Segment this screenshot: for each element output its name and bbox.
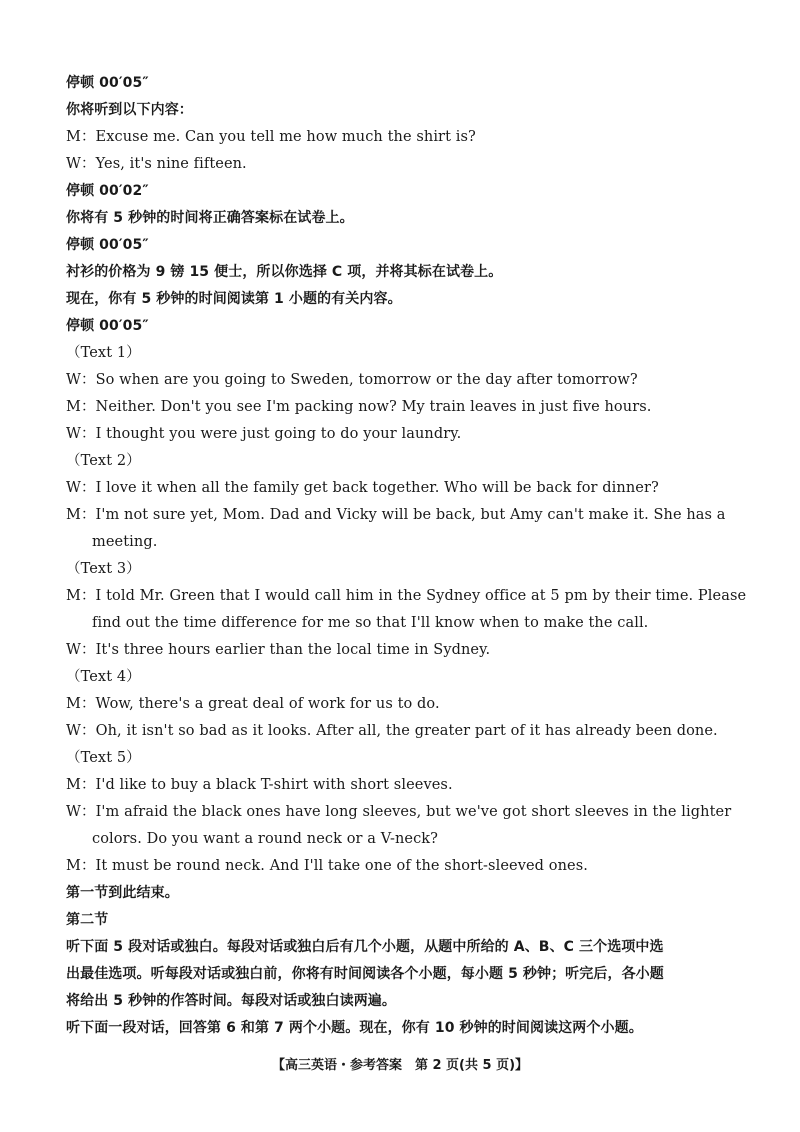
transcript-line: M：Excuse me. Can you tell me how much the shirt is? (66, 129, 476, 145)
transcript-line: W：Oh, it isn't so bad as it looks. After all, the greater part of it has already been done. (66, 723, 718, 739)
transcript-line: W：Yes, it's nine fifteen. (66, 156, 247, 172)
transcript-line: M：I'd like to buy a black T-shirt with short sleeves. (66, 777, 453, 793)
transcript-line: W：So when are you going to Sweden, tomorrow or the day after tomorrow? (66, 372, 638, 388)
page-footer: 【高三英语・参考答案 第 2 页(共 5 页)】 (271, 1058, 529, 1073)
transcript-body (66, 70, 746, 1042)
transcript-line: 停顿 00′02″ (66, 183, 149, 199)
transcript-line: 听下面一段对话，回答第 6 和第 7 两个小题。现在，你有 10 秒钟的时间阅读这两个小题。 (66, 1020, 643, 1036)
transcript-line: 出最佳选项。听每段对话或独白前，你将有时间阅读各个小题，每小题 5 秒钟；听完后，各小题 (66, 966, 664, 982)
transcript-line: W：I'm afraid the black ones have long sleeves, but we've got short sleeves in the lighter (66, 804, 732, 820)
transcript-line: find out the time difference for me so that I'll know when to make the call. (92, 615, 649, 631)
transcript-line: M：Wow, there's a great deal of work for us to do. (66, 696, 440, 712)
transcript-line: M：It must be round neck. And I'll take one of the short-sleeved ones. (66, 858, 588, 874)
transcript-line: 将给出 5 秒钟的作答时间。每段对话或独白读两遍。 (66, 993, 396, 1009)
transcript-line: （Text 4） (66, 669, 141, 685)
transcript-line: 停顿 00′05″ (66, 75, 149, 91)
transcript-line: 你将有 5 秒钟的时间将正确答案标在试卷上。 (66, 210, 354, 226)
transcript-line: meeting. (92, 534, 158, 550)
transcript-line: （Text 5） (66, 750, 141, 766)
transcript-line: （Text 3） (66, 561, 141, 577)
transcript-line: 第一节到此结束。 (66, 885, 179, 901)
transcript-line: W：I love it when all the family get back together. Who will be back for dinner? (66, 480, 659, 496)
transcript-line: M：I told Mr. Green that I would call him in the Sydney office at 5 pm by their time. Please (66, 588, 747, 604)
transcript-line: （Text 2） (66, 453, 141, 469)
transcript-line: 第二节 (66, 912, 109, 928)
transcript-line: 衬衫的价格为 9 镑 15 便士，所以你选择 C 项，并将其标在试卷上。 (66, 264, 503, 280)
transcript-line: W：It's three hours earlier than the local time in Sydney. (66, 642, 491, 658)
transcript-line: 停顿 00′05″ (66, 318, 149, 334)
transcript-line: 听下面 5 段对话或独白。每段对话或独白后有几个小题，从题中所给的 A、B、C 三个选项中选 (66, 939, 664, 955)
transcript-line: M：I'm not sure yet, Mom. Dad and Vicky will be back, but Amy can't make it. She has a (66, 507, 726, 523)
transcript-line: 停顿 00′05″ (66, 237, 149, 253)
transcript-line: 现在，你有 5 秒钟的时间阅读第 1 小题的有关内容。 (66, 291, 402, 307)
transcript-line: 你将听到以下内容： (66, 102, 193, 118)
transcript-line: M：Neither. Don't you see I'm packing now? My train leaves in just five hours. (66, 399, 652, 415)
transcript-line: W：I thought you were just going to do your laundry. (66, 426, 462, 442)
transcript-line: （Text 1） (66, 345, 141, 361)
transcript-line: colors. Do you want a round neck or a V-neck? (92, 831, 439, 847)
